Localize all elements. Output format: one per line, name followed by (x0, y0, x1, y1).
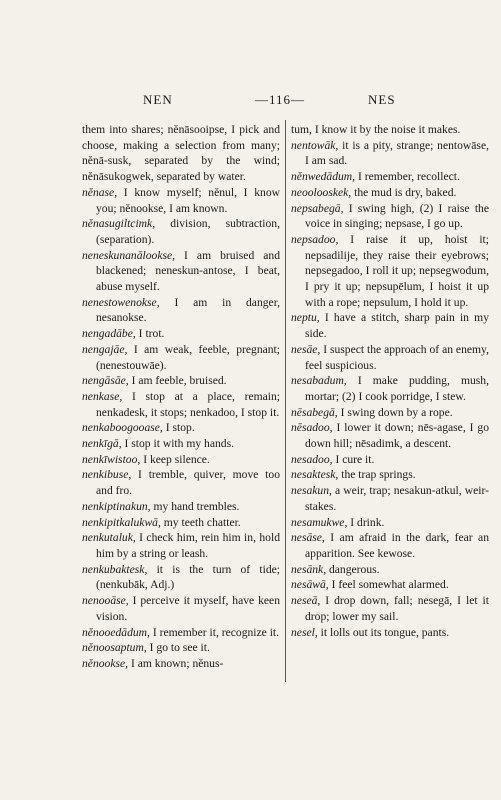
dictionary-entry (82, 185, 280, 216)
entry-headword: nenooāse, (82, 594, 129, 608)
entry-definition: I lower it down; nēs-agase, I go down hill; nēsadimk, a descent. (305, 421, 489, 451)
entry-headword: nesāse, (291, 531, 325, 545)
entry-definition: it is the turn of tide; (nenkubāk, Adj.) (96, 562, 280, 592)
entry-definition: I drink. (347, 515, 385, 529)
entry-definition: I keep silence. (140, 452, 210, 466)
entry-headword: nesabadum, (291, 374, 347, 388)
entry-definition: I cure it. (332, 452, 375, 466)
entry-headword: nĕnoosaptum, (82, 641, 147, 655)
dictionary-entry (291, 452, 489, 468)
dictionary-entry (82, 326, 280, 342)
dictionary-entry (291, 593, 489, 624)
entry-definition: I suspect the approach of an enemy, feel suspicious. (305, 342, 489, 372)
dictionary-entry (291, 467, 489, 483)
dictionary-entry (82, 656, 280, 672)
entry-headword: nĕnwedādum, (291, 170, 356, 184)
entry-definition: dangerous. (326, 562, 380, 576)
entry-headword: nesel, (291, 625, 318, 639)
dictionary-entry (82, 248, 280, 295)
entry-headword: nēsabegā, (291, 405, 338, 419)
dictionary-entry (291, 625, 489, 641)
entry-definition: I check him, rein him in, hold him by a string or leash. (96, 531, 280, 560)
dictionary-entry (82, 562, 280, 593)
dictionary-entry (82, 342, 280, 373)
entry-definition: I swing down by a rope. (337, 405, 453, 419)
dictionary-entry (82, 515, 280, 531)
entry-headword: nesaktesk, (291, 468, 339, 482)
entry-definition: I tremble, quiver, move too and fro. (96, 468, 280, 498)
entry-definition: my teeth chatter. (160, 515, 241, 529)
dictionary-entry (82, 216, 280, 247)
entry-definition: I trot. (135, 327, 165, 341)
entry-definition: it is a pity, strange; nentowāse, I am sad. (305, 138, 489, 168)
entry-definition: I am weak, feeble, pregnant; (nenestouwāe). (96, 342, 280, 372)
dictionary-entry (291, 185, 489, 201)
dictionary-entry (82, 389, 280, 420)
header-right-guideword: NES (368, 92, 396, 107)
dictionary-entry (82, 420, 280, 436)
dictionary-entry (82, 593, 280, 624)
dictionary-entry (291, 169, 489, 185)
entry-headword: nenestowenokse, (82, 295, 160, 309)
entry-definition: it lolls out its tongue, pants. (317, 625, 450, 639)
entry-definition: tum, I know it by the noise it makes. (291, 123, 461, 136)
dictionary-entry (291, 577, 489, 593)
entry-headword: nesakun, (291, 484, 332, 498)
entry-definition: I have a stitch, sharp pain in my side. (305, 311, 489, 341)
dictionary-entry (291, 530, 489, 561)
entry-headword: nĕnooedādum, (82, 625, 150, 639)
entry-headword: nenkipitkalukwā, (82, 515, 161, 529)
entry-definition: I make pudding, mush, mortar; (2) I cook porridge, I stew. (305, 374, 489, 403)
entry-headword: neoolooskek, (291, 185, 352, 199)
entry-headword: nenkīgā, (82, 437, 122, 451)
dictionary-entry (291, 483, 489, 514)
entry-definition: I perceive it myself, have keen vision. (96, 594, 280, 623)
entry-headword: nentowāk, (291, 138, 339, 152)
entry-headword: nengajāe, (82, 342, 128, 356)
entry-headword: nesadoo, (291, 452, 333, 466)
right-column (291, 122, 489, 640)
dictionary-entry (82, 499, 280, 515)
dictionary-entry (82, 467, 280, 498)
entry-headword: nesāe, (291, 342, 321, 356)
column-divider (285, 120, 286, 682)
header-left-guideword: NEN (143, 92, 173, 107)
entry-headword: nepsabegā, (291, 201, 344, 215)
entry-headword: nenkase, (82, 389, 123, 403)
entry-headword: neneskunanālookse, (82, 248, 176, 262)
entry-headword: nenkiptinakun, (82, 499, 151, 513)
dictionary-entry (82, 530, 280, 561)
entry-headword: nepsadoo, (291, 232, 339, 246)
entry-definition: I know myself; nĕnul, I know you; nĕnookse, I am known. (96, 185, 280, 215)
entry-headword: nesamukwe, (291, 515, 348, 529)
dictionary-entry (291, 138, 489, 169)
dictionary-entry (291, 310, 489, 341)
entry-definition: I go to see it. (146, 641, 210, 655)
entry-definition: I am feeble, bruised. (128, 374, 227, 388)
page-header (0, 92, 501, 112)
entry-definition: the trap springs. (338, 468, 416, 482)
page-number: —116— (255, 92, 306, 107)
entry-headword: nengadābe, (82, 327, 136, 341)
entry-definition: my hand trembles. (150, 499, 240, 513)
dictionary-entry (291, 405, 489, 421)
entry-headword: nesāwā, (291, 578, 329, 592)
entry-headword: nēsadoo, (291, 421, 333, 435)
dictionary-entry (82, 436, 280, 452)
dictionary-entry (82, 373, 280, 389)
entry-headword: nĕnasugiltcimk, (82, 217, 156, 231)
dictionary-entry (82, 295, 280, 326)
entry-definition: them into shares; nĕnāsooipse, I pick and choose, making a selection from many; nĕnā-susk, separated by the wind; nĕnāsukogwek, separated by water. (82, 123, 280, 184)
entry-definition: I raise it up, hoist it; nepsadilije, they raise their eyebrows; nepsegadoo, I roll it up; nepsegwodum, I pry it up; nepsupēlum, I hoist it up with a rope; nepsulum, I hold it up. (305, 232, 489, 309)
entry-definition: I am bruised and blackened; neneskun-antose, I beat, abuse myself. (96, 248, 280, 294)
entry-headword: nengāsāe, (82, 374, 129, 388)
dictionary-entry (291, 342, 489, 373)
entry-headword: neptu, (291, 311, 320, 325)
entry-definition: I am afraid in the dark, fear an apparition. See kewose. (305, 531, 489, 560)
entry-definition: I am known; nĕnus- (128, 656, 224, 670)
entry-definition: I remember, recollect. (355, 170, 460, 184)
entry-headword: nĕnase, (82, 185, 118, 199)
dictionary-entry (291, 420, 489, 451)
entry-definition: division, subtraction, (separation). (96, 217, 280, 246)
dictionary-entry (291, 232, 489, 311)
dictionary-entry (291, 562, 489, 578)
dictionary-entry (82, 640, 280, 656)
dictionary-entry (291, 122, 489, 138)
entry-definition: I stop it with my hands. (121, 437, 235, 451)
entry-headword: nenkīwistoo, (82, 452, 141, 466)
entry-headword: nĕnookse, (82, 656, 129, 670)
entry-definition: I stop at a place, remain; nenkadesk, it stops; nenkadoo, I stop it. (96, 389, 280, 419)
dictionary-entry (291, 373, 489, 404)
left-column (82, 122, 280, 672)
entry-definition: I swing high, (2) I raise the voice in singing; nepsase, I go up. (305, 201, 489, 231)
entry-headword: nenkutaluk, (82, 531, 136, 545)
entry-headword: neseā, (291, 594, 321, 608)
dictionary-entry (291, 515, 489, 531)
entry-definition: a weir, trap; nesakun-atkul, weir-stakes. (305, 484, 489, 513)
dictionary-entry (291, 201, 489, 232)
dictionary-entry (82, 452, 280, 468)
entry-definition: the mud is dry, baked. (351, 185, 457, 199)
entry-definition: I stop. (162, 421, 195, 435)
entry-headword: nenkubaktesk, (82, 562, 148, 576)
dictionary-entry (82, 625, 280, 641)
entry-headword: nesānk, (291, 562, 327, 576)
entry-headword: nenkaboogooase, (82, 421, 163, 435)
entry-definition: I remember it, recognize it. (149, 625, 280, 639)
entry-definition: I feel somewhat alarmed. (328, 578, 449, 592)
entry-headword: nenkibuse, (82, 468, 132, 482)
entry-definition: I drop down, fall; nesegā, I let it drop; lower my sail. (305, 594, 489, 623)
dictionary-entry (82, 122, 280, 185)
entry-definition: I am in danger, nesanokse. (96, 295, 280, 325)
